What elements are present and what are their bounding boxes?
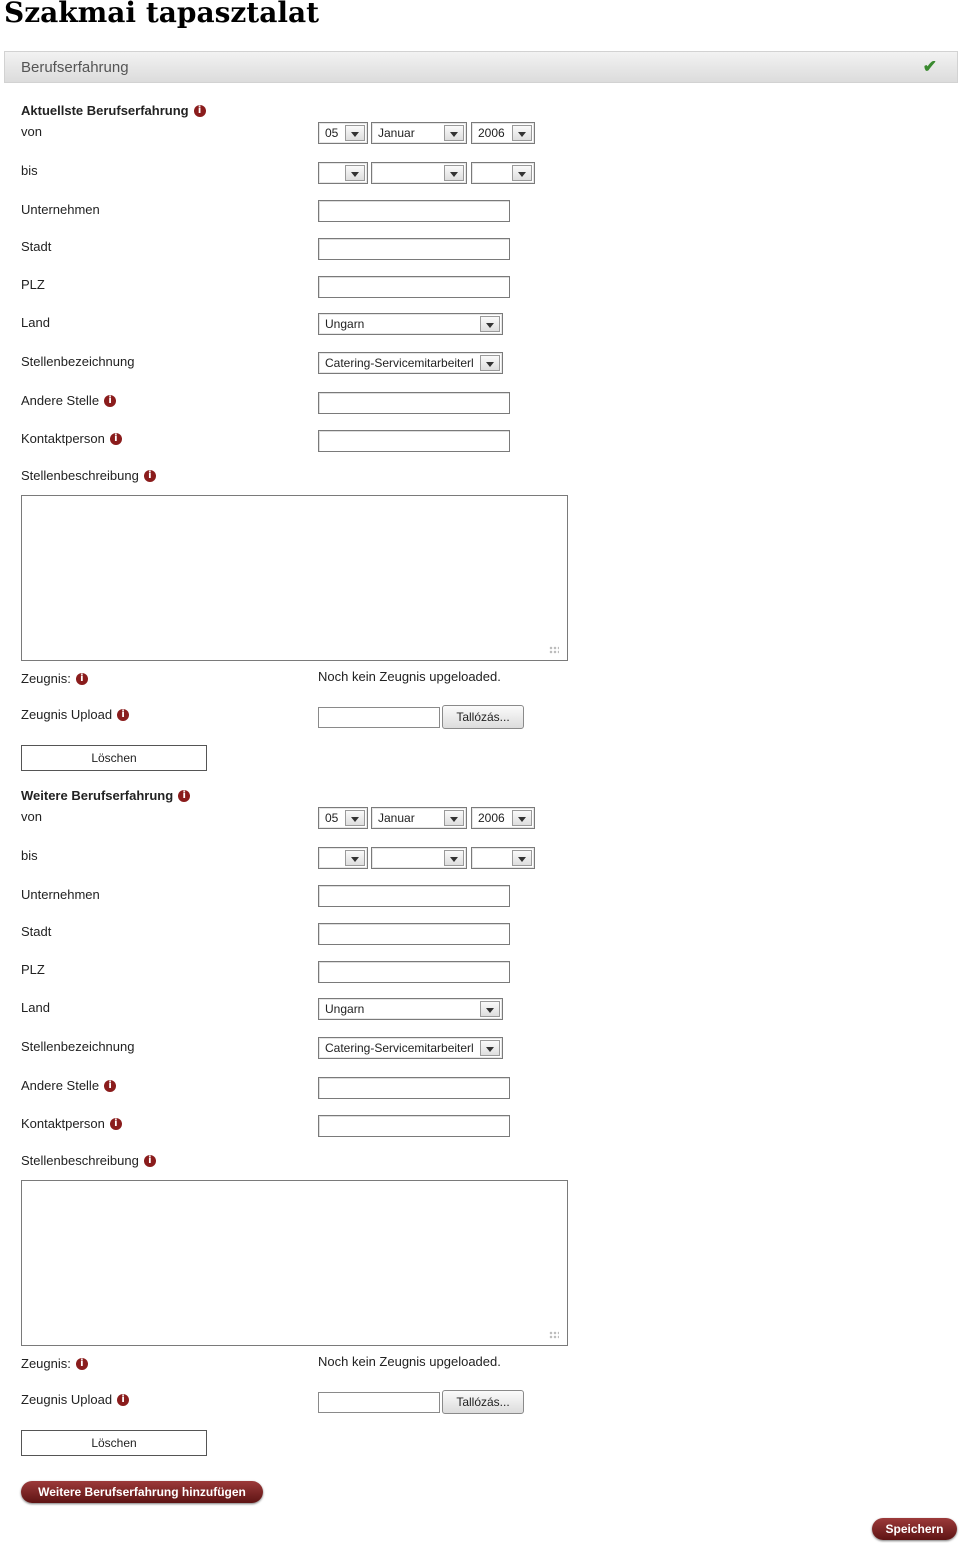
info-icon[interactable]: i (104, 1080, 116, 1092)
label-unternehmen-text: Unternehmen (21, 887, 100, 902)
chevron-down-icon[interactable] (345, 810, 365, 826)
stadt-input[interactable] (318, 923, 510, 945)
chevron-down-icon[interactable] (512, 810, 532, 826)
label-land-text: Land (21, 315, 50, 330)
browse-button[interactable]: Tallózás... (442, 705, 524, 729)
add-experience-button[interactable]: Weitere Berufserfahrung hinzufügen (21, 1481, 263, 1503)
label-plz-text: PLZ (21, 277, 45, 292)
chevron-down-icon[interactable] (480, 316, 500, 332)
label-unternehmen-text: Unternehmen (21, 202, 100, 217)
land-select[interactable] (318, 313, 503, 335)
label-bis-text: bis (21, 848, 38, 863)
info-icon[interactable]: i (144, 1155, 156, 1167)
bis-month-select[interactable] (371, 847, 467, 869)
block-heading (21, 103, 206, 118)
chevron-down-icon[interactable] (444, 125, 464, 141)
unternehmen-input[interactable] (318, 885, 510, 907)
von-month-select-value: Januar (378, 126, 415, 140)
label-von-text: von (21, 124, 42, 139)
zeugnis-file-input[interactable] (318, 1392, 440, 1413)
label-andere-stelle (21, 1078, 116, 1093)
label-von-text: von (21, 809, 42, 824)
von-month-select[interactable] (371, 807, 467, 829)
land-select[interactable] (318, 998, 503, 1020)
label-stellenbezeichnung (21, 1039, 134, 1054)
label-kontaktperson (21, 1116, 122, 1131)
andere-stelle-input[interactable] (318, 392, 510, 414)
block-heading-text: Aktuellste Berufserfahrung (21, 103, 189, 118)
von-month-select-value: Januar (378, 811, 415, 825)
resize-grip-icon[interactable] (549, 646, 559, 654)
stadt-input[interactable] (318, 238, 510, 260)
block-heading-text: Weitere Berufserfahrung (21, 788, 174, 803)
chevron-down-icon[interactable] (512, 165, 532, 181)
info-icon[interactable]: i (76, 673, 88, 685)
von-day-select-value: 05 (325, 811, 339, 825)
label-bis-text: bis (21, 163, 38, 178)
von-year-select[interactable] (471, 122, 535, 144)
info-icon[interactable]: i (144, 470, 156, 482)
label-bis (21, 848, 38, 863)
von-month-select[interactable] (371, 122, 467, 144)
label-stellenbeschreibung-text: Stellenbeschreibung (21, 1153, 139, 1168)
label-zeugnis-text: Zeugnis: (21, 671, 71, 686)
label-unternehmen (21, 202, 100, 217)
chevron-down-icon[interactable] (444, 810, 464, 826)
browse-button[interactable]: Tallózás... (442, 1390, 524, 1414)
section-header (4, 51, 958, 83)
plz-input[interactable] (318, 961, 510, 983)
label-von (21, 124, 42, 139)
delete-button[interactable]: Löschen (21, 1430, 207, 1456)
andere-stelle-input[interactable] (318, 1077, 510, 1099)
chevron-down-icon[interactable] (512, 850, 532, 866)
chevron-down-icon[interactable] (345, 125, 365, 141)
label-land-text: Land (21, 1000, 50, 1015)
save-button[interactable]: Speichern (872, 1518, 957, 1540)
label-kontaktperson (21, 431, 122, 446)
label-kontaktperson-text: Kontaktperson (21, 1116, 105, 1131)
label-unternehmen (21, 887, 100, 902)
kontaktperson-input[interactable] (318, 430, 510, 452)
label-land (21, 315, 50, 330)
label-stadt-text: Stadt (21, 924, 52, 939)
label-stellenbezeichnung-text: Stellenbezeichnung (21, 1039, 135, 1054)
stellenbezeichnung-select-value: Catering-Servicemitarbeiterl (325, 1041, 474, 1055)
land-select-value: Ungarn (325, 317, 365, 331)
info-icon[interactable]: i (110, 1118, 122, 1130)
label-zeugnis-upload-text: Zeugnis Upload (21, 1392, 113, 1407)
block-heading (21, 788, 190, 803)
label-andere-stelle-text: Andere Stelle (21, 1078, 100, 1093)
von-day-select-value: 05 (325, 126, 339, 140)
plz-input[interactable] (318, 276, 510, 298)
label-zeugnis (21, 1356, 88, 1371)
label-stadt (21, 924, 51, 939)
label-zeugnis-upload (21, 1392, 129, 1407)
info-icon[interactable]: i (104, 395, 116, 407)
kontaktperson-input[interactable] (318, 1115, 510, 1137)
label-zeugnis (21, 671, 88, 686)
page-title: Szakmai tapasztalat (4, 0, 320, 29)
chevron-down-icon[interactable] (512, 125, 532, 141)
info-icon[interactable]: i (194, 105, 206, 117)
bis-day-select[interactable] (318, 162, 368, 184)
zeugnis-status: Noch kein Zeugnis upgeloaded. (318, 669, 501, 684)
von-day-select[interactable] (318, 122, 368, 144)
label-land (21, 1000, 50, 1015)
label-kontaktperson-text: Kontaktperson (21, 431, 105, 446)
label-stellenbeschreibung-text: Stellenbeschreibung (21, 468, 139, 483)
zeugnis-file-input[interactable] (318, 707, 440, 728)
chevron-down-icon[interactable] (480, 355, 500, 371)
check-icon: ✔ (922, 57, 937, 76)
label-andere-stelle (21, 393, 116, 408)
label-plz (21, 962, 45, 977)
von-year-select-value: 2006 (478, 811, 505, 825)
bis-day-select[interactable] (318, 847, 368, 869)
von-day-select[interactable] (318, 807, 368, 829)
info-icon[interactable]: i (110, 433, 122, 445)
section-title: Berufserfahrung (21, 59, 129, 76)
label-zeugnis-upload-text: Zeugnis Upload (21, 707, 113, 722)
label-stadt-text: Stadt (21, 239, 52, 254)
stellenbezeichnung-select-value: Catering-Servicemitarbeiterl (325, 356, 474, 370)
label-zeugnis-upload (21, 707, 129, 722)
chevron-down-icon[interactable] (345, 165, 365, 181)
info-icon[interactable]: i (76, 1358, 88, 1370)
von-year-select-value: 2006 (478, 126, 505, 140)
label-zeugnis-text: Zeugnis: (21, 1356, 71, 1371)
label-von (21, 809, 42, 824)
stellenbezeichnung-select[interactable] (318, 352, 503, 374)
zeugnis-status: Noch kein Zeugnis upgeloaded. (318, 1354, 501, 1369)
land-select-value: Ungarn (325, 1002, 365, 1016)
label-stellenbeschreibung (21, 1153, 156, 1168)
stellenbeschreibung-textarea[interactable] (21, 1180, 568, 1346)
info-icon[interactable]: i (178, 790, 190, 802)
unternehmen-input[interactable] (318, 200, 510, 222)
chevron-down-icon[interactable] (345, 850, 365, 866)
delete-button[interactable]: Löschen (21, 745, 207, 771)
stellenbezeichnung-select[interactable] (318, 1037, 503, 1059)
label-stellenbezeichnung (21, 354, 134, 369)
chevron-down-icon[interactable] (480, 1001, 500, 1017)
von-year-select[interactable] (471, 807, 535, 829)
chevron-down-icon[interactable] (444, 850, 464, 866)
label-bis (21, 163, 38, 178)
resize-grip-icon[interactable] (549, 1331, 559, 1339)
bis-year-select[interactable] (471, 162, 535, 184)
info-icon[interactable]: i (117, 1394, 129, 1406)
bis-month-select[interactable] (371, 162, 467, 184)
info-icon[interactable]: i (117, 709, 129, 721)
chevron-down-icon[interactable] (444, 165, 464, 181)
stellenbeschreibung-textarea[interactable] (21, 495, 568, 661)
label-plz-text: PLZ (21, 962, 45, 977)
bis-year-select[interactable] (471, 847, 535, 869)
label-stadt (21, 239, 51, 254)
label-andere-stelle-text: Andere Stelle (21, 393, 100, 408)
label-plz (21, 277, 45, 292)
chevron-down-icon[interactable] (480, 1040, 500, 1056)
label-stellenbezeichnung-text: Stellenbezeichnung (21, 354, 135, 369)
label-stellenbeschreibung (21, 468, 156, 483)
